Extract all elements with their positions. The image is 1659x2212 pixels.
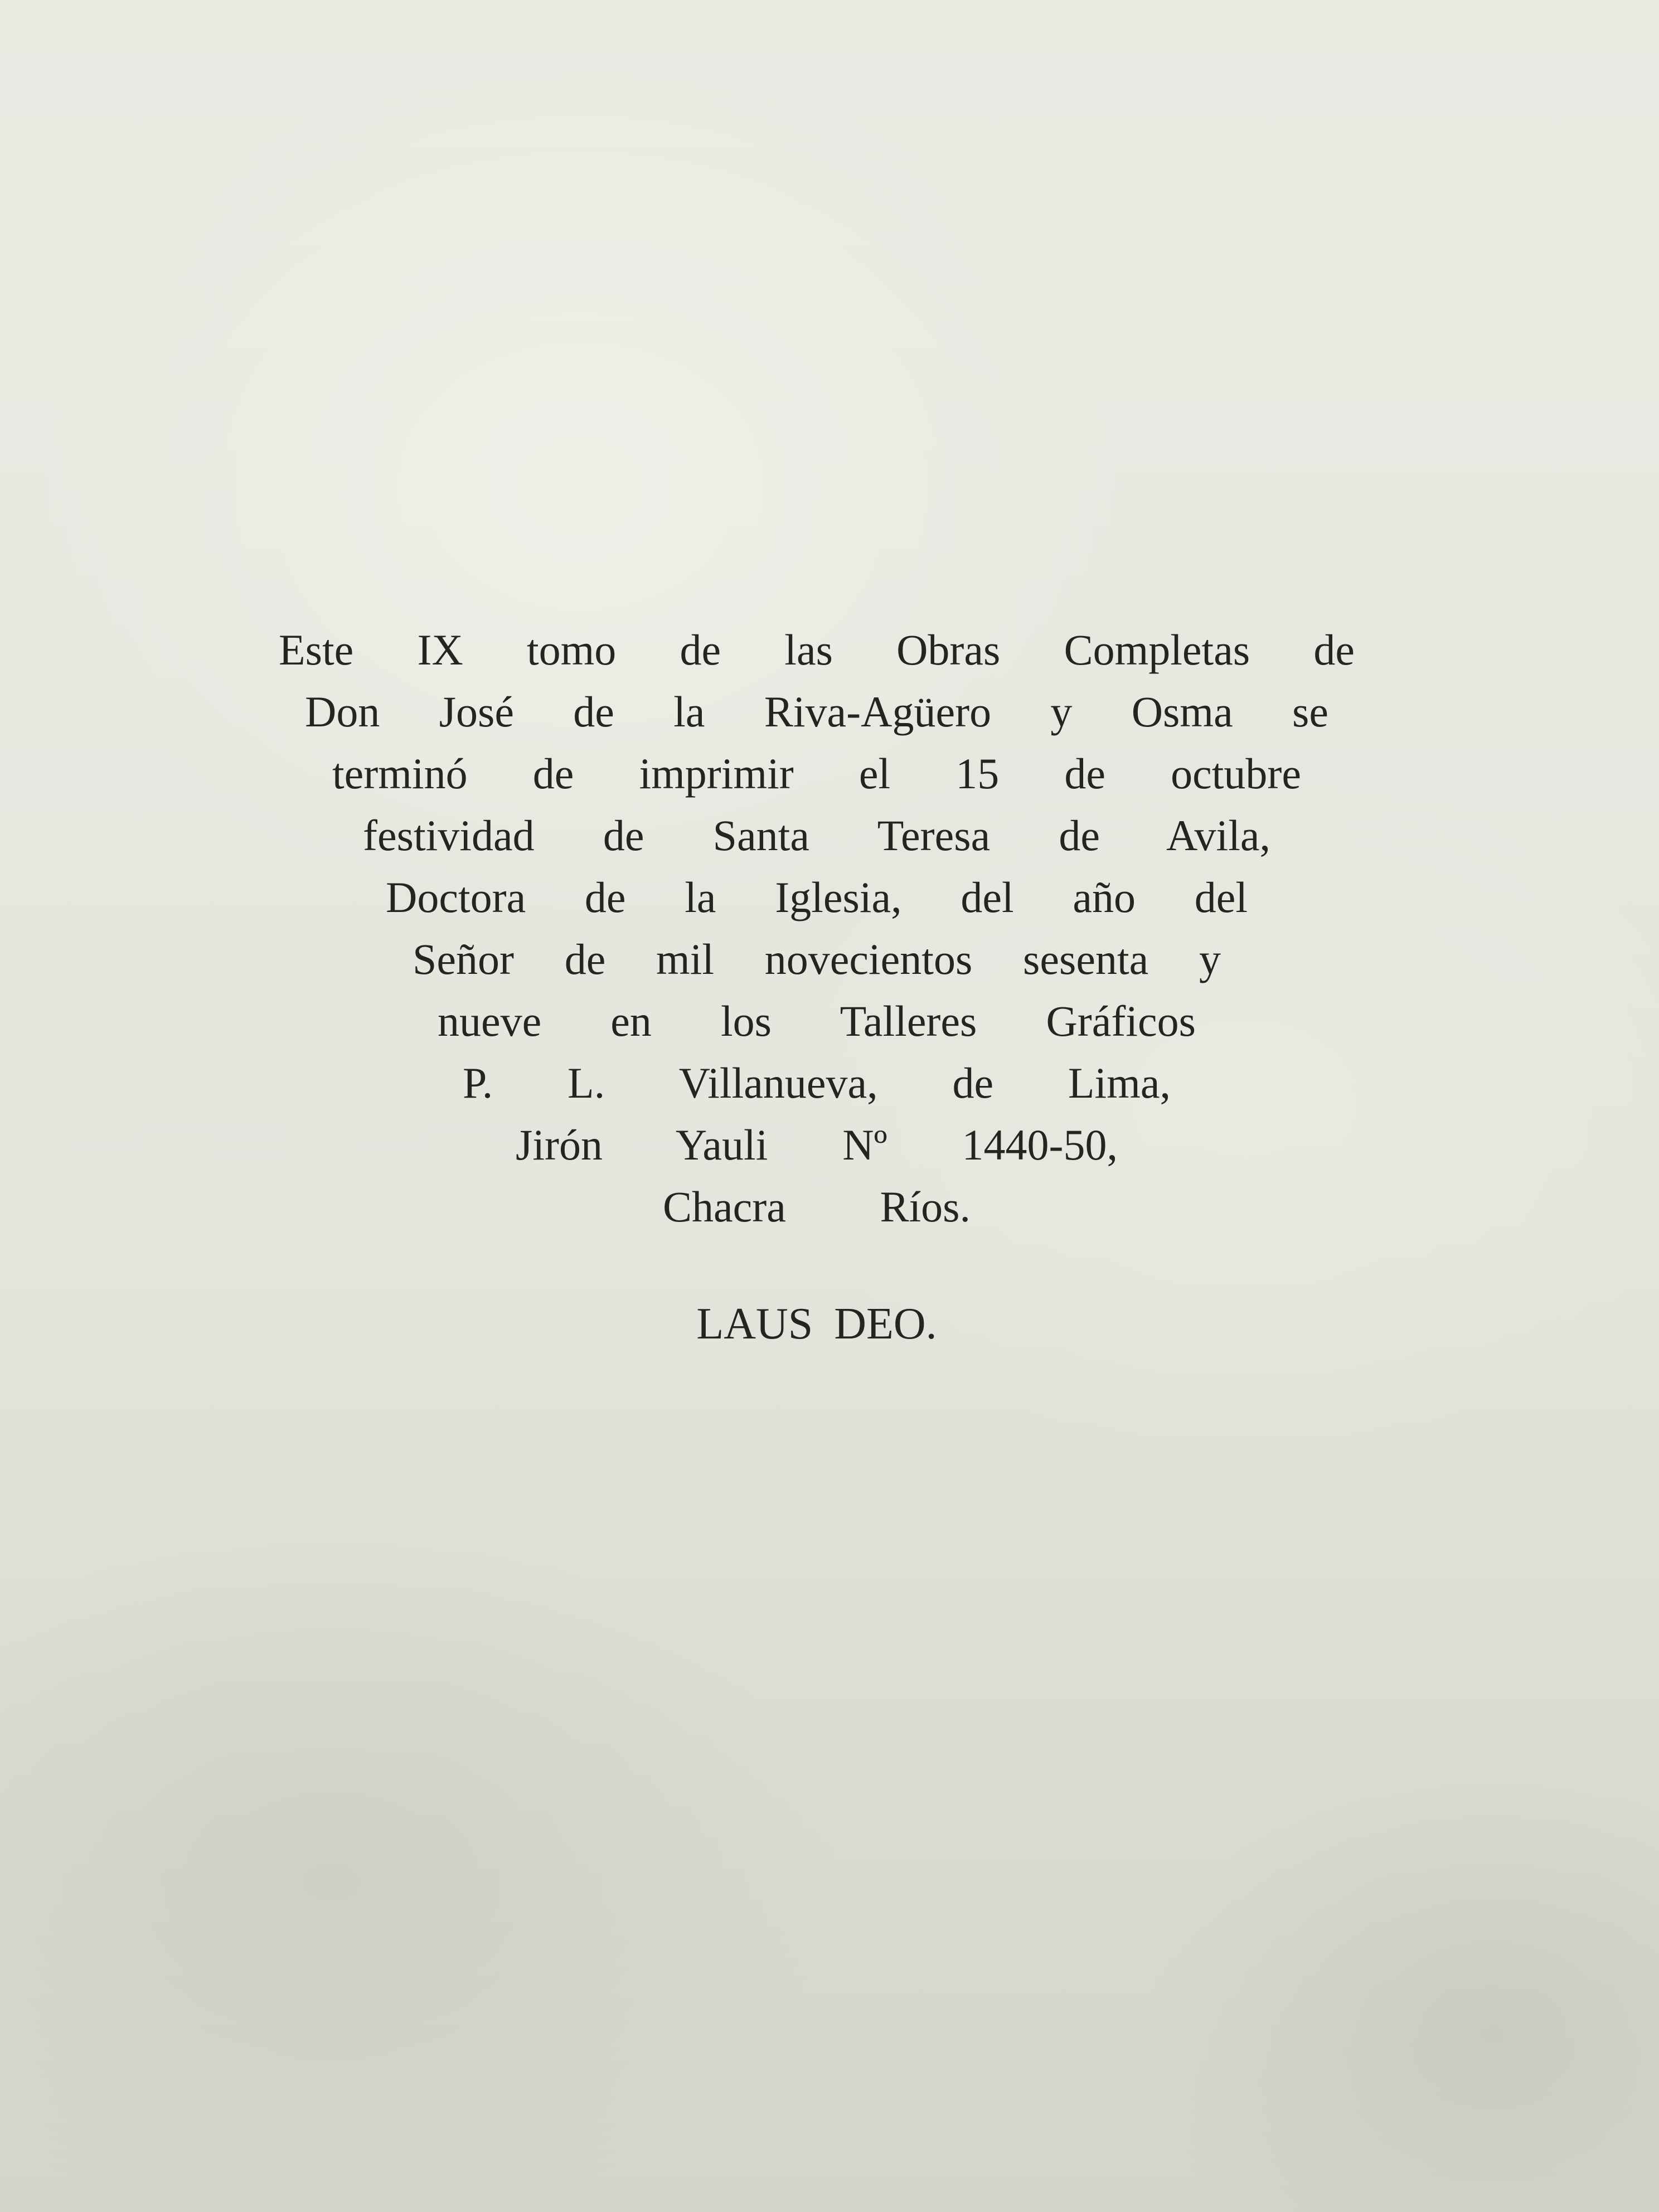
- colophon-line: P. L. Villanueva, de Lima,: [463, 1059, 1171, 1107]
- colophon-line: Chacra Ríos.: [663, 1182, 971, 1231]
- colophon-line: Señor de mil novecientos sesenta y: [413, 935, 1221, 983]
- colophon-line: Este IX tomo de las Obras Completas de: [279, 625, 1355, 674]
- colophon-line: festividad de Santa Teresa de Avila,: [363, 811, 1270, 860]
- colophon-line: Don José de la Riva-Agüero y Osma se: [305, 687, 1328, 736]
- colophon-line: terminó de imprimir el 15 de octubre: [332, 749, 1301, 798]
- colophon-line: Jirón Yauli Nº 1440-50,: [516, 1120, 1118, 1169]
- colophon-text: [279, 619, 1355, 1238]
- colophon-line: Doctora de la Iglesia, del año del: [386, 873, 1248, 921]
- colophon-line: nueve en los Talleres Gráficos: [438, 997, 1196, 1045]
- closing-line: LAUS DEO.: [696, 1299, 937, 1348]
